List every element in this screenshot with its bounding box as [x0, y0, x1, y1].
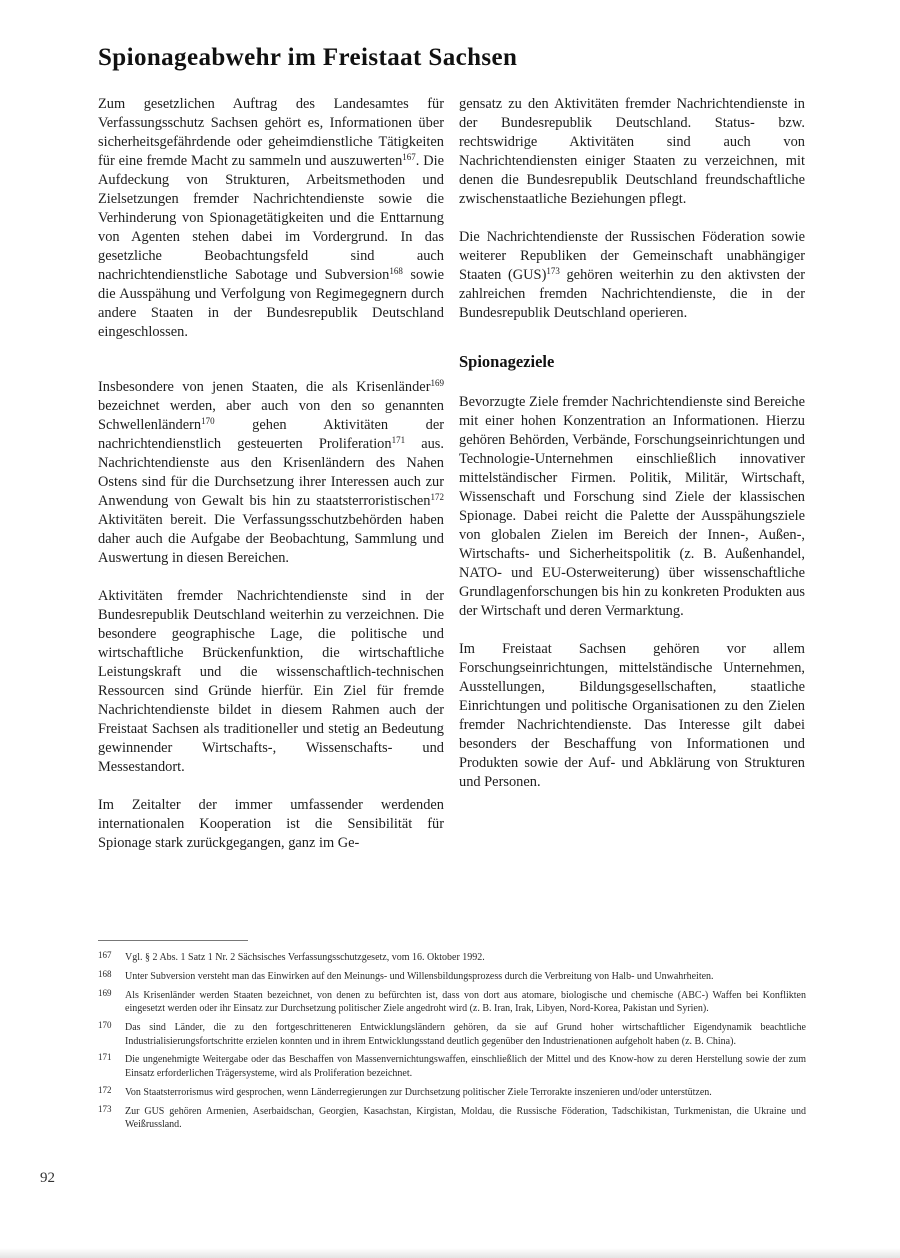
left-column: [98, 95, 444, 872]
paragraph-statutory-mandate: Zum gesetzlichen Auftrag des Landesamtes für Verfassungsschutz Sachsen gehört es, Informationen über sicherheitsgefährdende oder geheimdienstliche Tätigkeiten für eine fremde Macht zu sammeln und auszuwerten$^{167}$. Die Aufdeckung von Strukturen, Arbeitsmethoden und Zielsetzungen fremder Nachrichtendienste sowie die Verhinderung von Spionagetätigkeiten und die Enttarnung von Agenten stehen dabei im Vordergrund. In das gesetzliche Beobachtungsfeld sind auch nachrichtendienstliche Sabotage und Subversion$^{168}$ sowie die Ausspähung und Verfolgung von Regimegegnern durch andere Staaten in der Bundesrepublik Deutschland eingeschlossen.: [98, 96, 444, 340]
footnote-ref-170[interactable]: 170: [201, 416, 215, 426]
footnote-divider: [98, 940, 248, 941]
footnote-171: 171 Die ungenehmigte Weitergabe oder das Beschaffen von Massenvernichtungswaffen, einschließlich der Mittel und des Know-how zu deren Herstellung sowie der zum Einsatz erforderlichen Trägersysteme, wird als Proliferation bezeichnet.: [98, 1052, 806, 1079]
paragraph-preferred-targets: Bevorzugte Ziele fremder Nachrichtendienste sind Bereiche mit einer hohen Konzentration an Informationen. Hierzu gehören Behörden, Verbände, Forschungseinrichtungen und Technologie-Unternehmen einschließlich innovativer mittelständischer Firmen. Politik, Militär, Wirtschaft, Wissenschaft und Forschung sind Ziele der klassischen Spionage. Dabei reicht die Palette der Ausspähungsziele von globalen Zielen im Bereich der Innen-, Außen-, Wirtschafts- und Sicherheitspolitik (z. B. Außenhandel, NATO- und EU-Osterweiterung) über wissenschaftliche Grundlagenforschungen bis hin zu konkreten Produkten aus der Wirtschaft und deren Vermarktung.: [459, 394, 805, 619]
footnote-170: 170 Das sind Länder, die zu den fortgeschritteneren Entwicklungsländern gehören, da sie auf Grund hoher wirtschaftlicher Eigendynamik beachtliche Industrialisierungsfortschritte erzielen konnten und in ihrem Entwicklungsstand deutlich gegenüber den Industrienationen aufgeholt haben (z. B. China).: [98, 1020, 806, 1047]
paragraph-international-cooperation: Im Zeitalter der immer umfassender werdenden internationalen Kooperation ist die Sensibilität für Spionage stark zurückgegangen, ganz im Ge-: [98, 797, 444, 851]
footnote-173: 173 Zur GUS gehören Armenien, Aserbaidschan, Georgien, Kasachstan, Kirgistan, Moldau, die Russische Föderation, Tadschikistan, Turkmenistan, die Ukraine und Weißrussland.: [98, 1103, 806, 1131]
page-edge-shadow: [0, 1248, 900, 1258]
footnote-ref-167[interactable]: 167: [402, 152, 416, 162]
paragraph-contrast: gensatz zu den Aktivitäten fremder Nachrichtendienste in der Bundesrepublik Deutschland. Status- bzw. rechtswidrige Aktivitäten sind auch von Nachrichtendiensten einiger Staaten zu verzeichnen, mit denen die Bundesrepublik Deutschland freundschaftliche zwischenstaatliche Beziehungen pflegt.: [459, 96, 805, 207]
page-number: 92: [40, 1170, 55, 1186]
paragraph-crisis-countries: Insbesondere von jenen Staaten, die als Krisenländer$^{169}$ bezeichnet werden, aber auch von den so genannten Schwellenländern$^{170}$ gehen Aktivitäten der nachrichtendienstlich gesteuerten Proliferation$^{171}$ aus. Nachrichtendienste aus den Krisenländern des Nahen Ostens sind für die Durchsetzung ihrer Interessen auch zur Anwendung von Gewalt bis hin zu staatsterroristischen$^{172}$ Aktivitäten bereit. Die Verfassungsschutzbehörden haben daher auch die Aufgabe der Beobachtung, Sammlung und Auswertung in diesen Bereichen.: [98, 378, 444, 566]
footnote-ref-168[interactable]: 168: [389, 266, 403, 276]
section-heading-spionageziele: Spionageziele: [459, 352, 555, 371]
footnote-167: 167 Vgl. § 2 Abs. 1 Satz 1 Nr. 2 Sächsisches Verfassungsschutzgesetz, vom 16. Oktober 1992.: [98, 950, 485, 963]
right-column: [459, 95, 805, 811]
paragraph-saxony-targets: Im Freistaat Sachsen gehören vor allem Forschungseinrichtungen, mittelständische Unternehmen, Ausstellungen, Bildungsgesellschaften, staatliche Einrichtungen und politische Organisationen zu den Zielen fremder Nachrichtendienste. Das Interesse gilt dabei besonders der Beschaffung von Informationen und Produkten sowie der Auf- und Abklärung von Strukturen und Personen.: [459, 641, 805, 790]
footnote-ref-172[interactable]: 172: [430, 492, 444, 502]
footnote-172: 172 Von Staatsterrorismus wird gesprochen, wenn Länderregierungen zur Durchsetzung politischer Ziele Terrorakte inszenieren und/oder unterstützen.: [98, 1084, 712, 1098]
paragraph-russian-services: Die Nachrichtendienste der Russischen Föderation sowie weiterer Republiken der Gemeinschaft unabhängiger Staaten (GUS)$^{173}$ gehören weiterhin zu den aktivsten der zahlreichen fremden Nachrichtendienste, die in der Bundesrepublik Deutschland operieren.: [459, 229, 806, 321]
footnotes: [98, 951, 806, 1137]
footnote-ref-171[interactable]: 171: [391, 435, 406, 445]
paragraph-foreign-activities: Aktivitäten fremder Nachrichtendienste sind in der Bundesrepublik Deutschland weiterhin zu verzeichnen. Die besondere geographische Lage, die politische und wirtschaftliche Brückenfunktion, die wirtschaftliche Leistungskraft und die wissenschaftlich-technischen Ressourcen sind Gründe hierfür. Ein Ziel für fremde Nachrichtendienste bildet in diesem Rahmen auch der Freistaat Sachsen als traditioneller und stetig an Bedeutung gewinnender Wirtschafts-, Wissenschafts- und Messestandort.: [98, 588, 444, 775]
footnote-168: 168 Unter Subversion versteht man das Einwirken auf den Meinungs- und Willensbildungsprozess durch die Verbreitung von Halb- und Unwahrheiten.: [98, 968, 714, 982]
footnote-ref-169[interactable]: 169: [430, 378, 444, 388]
page-title: Spionageabwehr im Freistaat Sachsen: [98, 44, 518, 71]
footnote-169: 169 Als Krisenländer werden Staaten bezeichnet, von denen zu befürchten ist, dass von dort aus atomare, biologische und chemische (ABC-) Waffen bei Konflikten eingesetzt werden oder ihr Einsatz zur Durchsetzung politischer Ziele angedroht wird (z. B. Iran, Irak, Libyen, Nord-Korea, Pakistan und Syrien).: [98, 987, 806, 1015]
footnote-ref-173[interactable]: 173: [546, 266, 560, 276]
